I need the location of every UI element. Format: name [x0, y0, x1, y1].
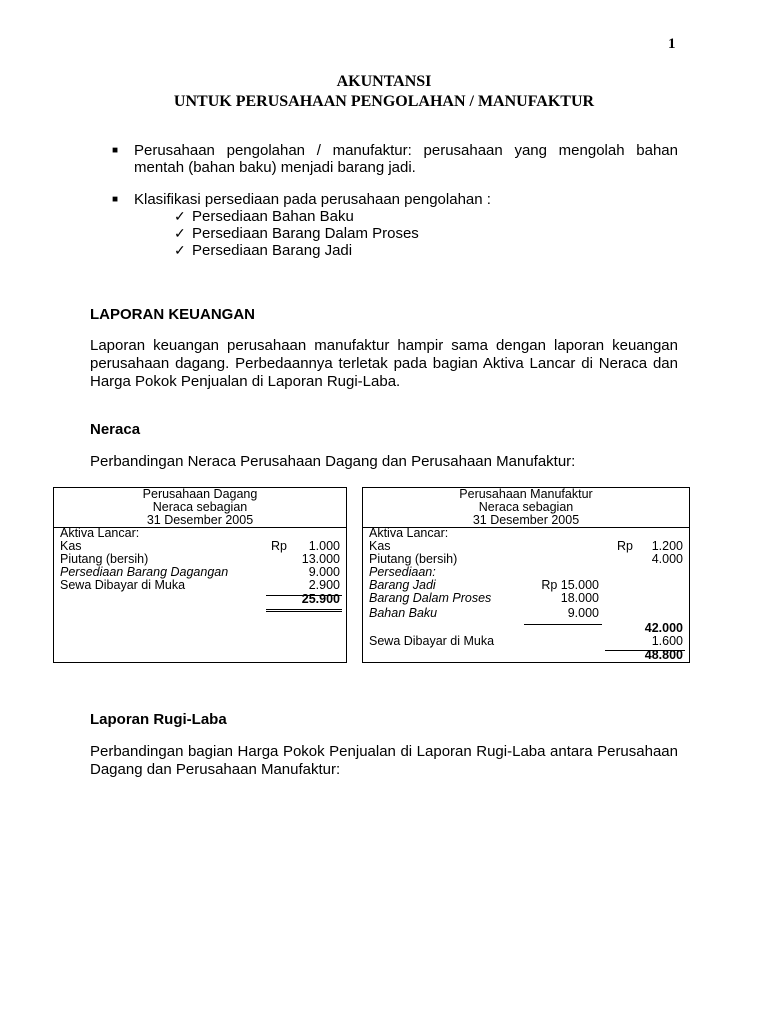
- paragraph-rugi-laba: Perbandingan bagian Harga Pokok Penjualan di Laporan Rugi-Laba antara Perusahaan Dagang dan Perusahaan Manufaktur:: [90, 743, 678, 778]
- section-heading-rugi-laba: Laporan Rugi-Laba: [90, 711, 227, 728]
- table-row: Barang Jadi Rp 15.000: [369, 578, 599, 592]
- check-item: ✓ Persediaan Barang Jadi: [174, 242, 353, 259]
- checkmark-icon: ✓: [174, 208, 186, 224]
- bullet-item: ■ Klasifikasi persediaan pada perusahaan pengolahan : ✓ Persediaan Bahan Baku ✓ Persediaan Barang Dalam Proses ✓ Persediaan Barang Jadi: [112, 191, 678, 259]
- check-list: [134, 208, 678, 259]
- section-heading-laporan-keuangan: LAPORAN KEUANGAN: [90, 306, 255, 323]
- checkmark-icon: ✓: [174, 225, 186, 241]
- table-row: Bahan Baku 9.000: [369, 606, 599, 620]
- table-row: Piutang (bersih) 13.000: [60, 552, 340, 566]
- definition-bullet: [112, 142, 678, 176]
- checkmark-icon: ✓: [174, 242, 186, 258]
- table-header-report: Neraca sebagian: [152, 500, 248, 514]
- document-title: AKUNTANSI: [336, 73, 432, 90]
- table-header-company: Perusahaan Dagang: [142, 487, 258, 501]
- table-row: Kas Rp 1.200: [369, 539, 683, 553]
- table-row: Kas Rp 1.000: [60, 539, 340, 553]
- table-row: Aktiva Lancar:: [369, 526, 449, 540]
- double-underline: [266, 611, 342, 612]
- check-item: ✓ Persediaan Bahan Baku: [174, 208, 354, 225]
- table-row-total: 48.800: [644, 648, 683, 662]
- section-heading-neraca: Neraca: [90, 421, 141, 438]
- check-item: ✓ Persediaan Barang Dalam Proses: [174, 225, 419, 242]
- table-row: Barang Dalam Proses 18.000: [369, 591, 599, 605]
- table-row: Persediaan:: [369, 565, 436, 579]
- balance-table-manufaktur: [362, 487, 690, 663]
- table-row: Aktiva Lancar:: [60, 526, 140, 540]
- square-bullet-icon: ■: [112, 145, 119, 156]
- table-row-total: 25.900: [301, 592, 340, 606]
- table-header-report: Neraca sebagian: [478, 500, 574, 514]
- table-row: Persediaan Barang Dagangan 9.000: [60, 565, 340, 579]
- bullet-item: ■ Perusahaan pengolahan / manufaktur: perusahaan yang mengolah bahan mentah (bahan baku) menjadi barang jadi.: [112, 142, 678, 176]
- table-row: Sewa Dibayar di Muka 1.600: [369, 634, 683, 648]
- square-bullet-icon: ■: [112, 194, 119, 205]
- table-row: Piutang (bersih) 4.000: [369, 552, 683, 566]
- document-subtitle: UNTUK PERUSAHAAN PENGOLAHAN / MANUFAKTUR: [173, 93, 595, 110]
- balance-table-dagang: [53, 487, 347, 663]
- table-header-date: 31 Desember 2005: [472, 513, 580, 527]
- page-number: 1: [668, 36, 676, 52]
- table-header-company: Perusahaan Manufaktur: [459, 487, 593, 501]
- double-underline: [266, 609, 342, 610]
- classification-bullet: [112, 191, 678, 259]
- table-header-date: 31 Desember 2005: [146, 513, 254, 527]
- paragraph-laporan-keuangan: Laporan keuangan perusahaan manufaktur hampir sama dengan laporan keuangan perusahaan dagang. Perbedaannya terletak pada bagian Aktiva Lancar di Neraca dan Harga Pokok Penjualan di Laporan Rugi-Laba.: [90, 337, 678, 390]
- table-row: Sewa Dibayar di Muka 2.900: [60, 578, 340, 592]
- paragraph-neraca: Perbandingan Neraca Perusahaan Dagang dan Perusahaan Manufaktur:: [90, 453, 576, 470]
- table-row-subtotal: 42.000: [644, 621, 683, 635]
